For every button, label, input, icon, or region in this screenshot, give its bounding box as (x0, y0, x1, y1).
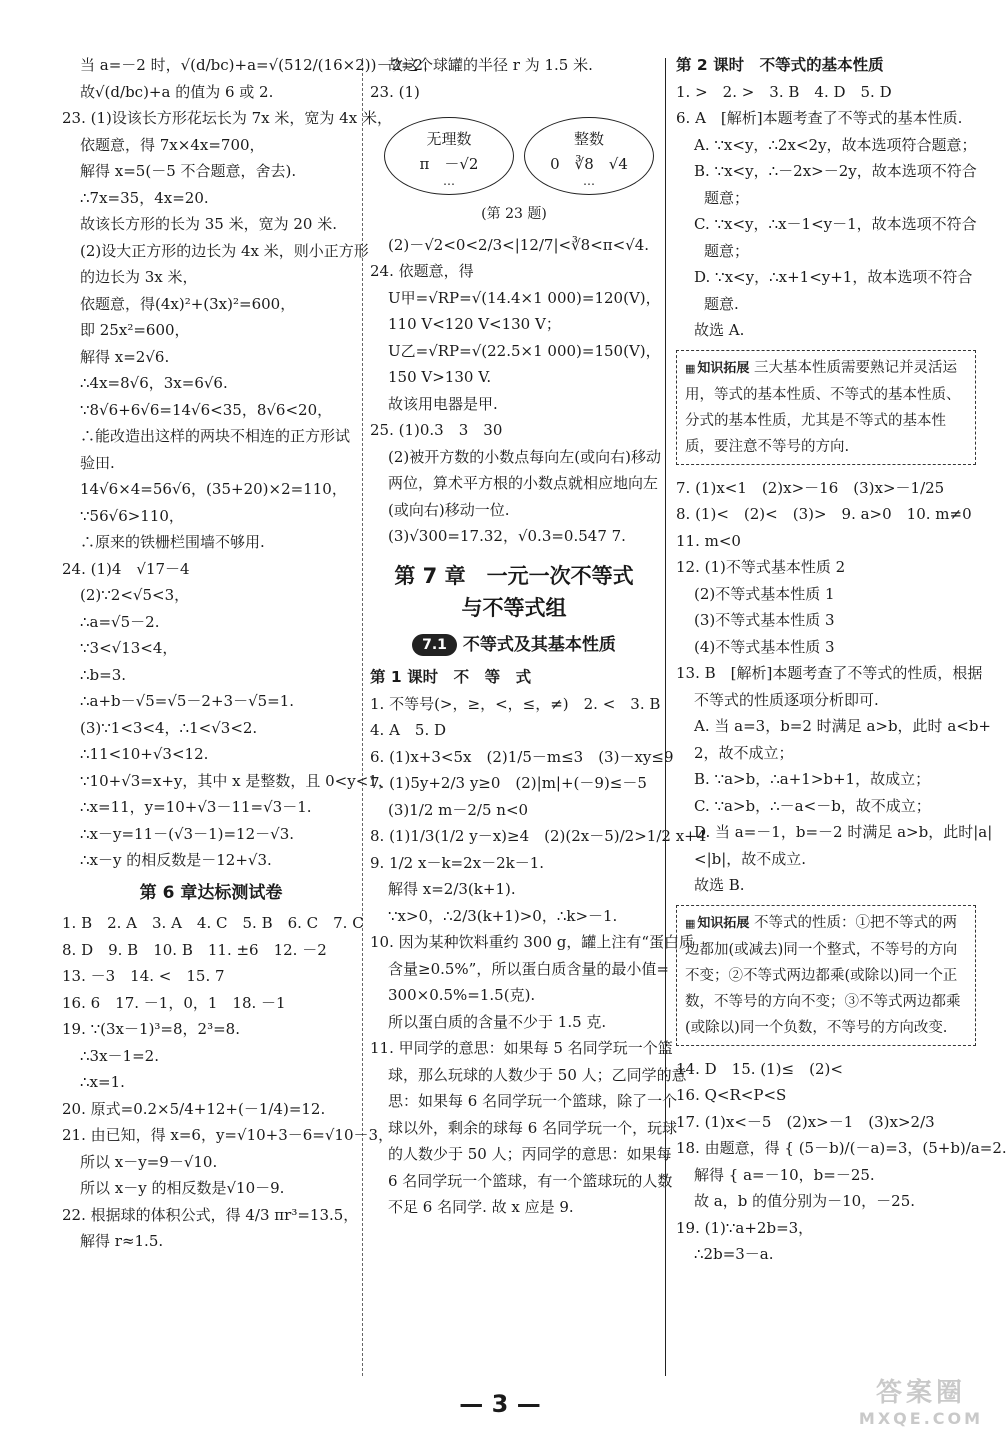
answer-line: 依题意，得(4x)²+(3x)²=600， (80, 294, 296, 313)
answer-line: (2)∵2<√5<3， (80, 586, 190, 604)
answer-line: ∴x=11，y=10+√3－11=√3－1. (80, 798, 312, 816)
q23-set-diagram (370, 109, 658, 219)
answer-line: 故选 B. (694, 876, 745, 894)
section-heading: 第 6 章达标测试卷 (139, 882, 283, 903)
answer-line: 题意； (704, 241, 750, 260)
answer-line: ∴4x=8√6，3x=6√6. (80, 374, 228, 392)
answer-line: (4)不等式基本性质 3 (694, 637, 835, 656)
answer-line: 24. (1)4 √17－4 (62, 559, 190, 578)
column-3-lines-bottom (676, 1056, 1007, 1268)
answer-line: 的人数少于 50 人；丙同学的意思：如果每 (388, 1145, 672, 1163)
answer-line: <|b|，故不成立. (694, 849, 807, 868)
answer-line: ∴11<10+√3<12. (80, 745, 209, 763)
answer-line: 解得 r≈1.5. (80, 1232, 164, 1250)
answer-line: (2)－√2<0<2/3<|12/7|<∛8<π<√4. (388, 235, 650, 254)
answer-column-3 (676, 52, 1007, 1268)
irrational-set-members: π －√2 (419, 155, 479, 173)
answer-line: ∵x>0，∴2/3(k+1)>0，∴k>－1. (388, 906, 618, 925)
column-2-lines-middle (370, 232, 661, 550)
watermark-text: 答案圈 (875, 1378, 966, 1408)
answer-line: 7. (1)x<1 (2)x>－16 (3)x>－1/25 (676, 478, 945, 497)
answer-line: 题意. (704, 294, 739, 313)
answer-line: 25. (1)0.3 3 30 (370, 421, 503, 439)
answer-line: 16. Q<R<P<S (676, 1086, 787, 1104)
answer-line: B. ∵a>b，∴a+1>b+1，故成立； (694, 770, 931, 788)
answer-line: 11. 甲同学的意思：如果每 5 名同学玩一个篮 (370, 1039, 673, 1057)
answer-line: 17. (1)x<－5 (2)x>－1 (3)x>2/3 (676, 1112, 935, 1131)
answer-line: 验田. (80, 453, 115, 472)
answer-line: (3)不等式基本性质 3 (694, 611, 835, 629)
watermark-url: MXQE.COM (858, 1409, 984, 1428)
answer-line: (3)∵1<3<4，∴1<√3<2. (80, 718, 258, 737)
answer-line: ∴x－y=11－(√3－1)=12－√3. (80, 824, 295, 843)
answer-line: (2)不等式基本性质 1 (694, 584, 835, 603)
answer-line: 18. 由题意，得 { (5－b)/(－a)=3，(5+b)/a=2. (676, 1139, 1007, 1157)
answer-line: ∴能改造出这样的两块不相连的正方形试 (80, 427, 351, 445)
answer-line: 14√6×4=56√6，(35+20)×2=110， (80, 480, 347, 498)
answer-line: ∴3x－1=2. (80, 1046, 159, 1065)
answer-line: 所以 x－y 的相反数是√10－9. (80, 1179, 285, 1197)
answer-line: 故√(d/bc)+a 的值为 6 或 2. (80, 82, 274, 101)
answer-line: 2，故不成立； (694, 743, 794, 762)
section-heading (370, 632, 658, 659)
column-2-lines-bottom (370, 691, 707, 1221)
answer-line: 150 V>130 V. (388, 368, 492, 386)
answer-line: D. ∵x<y，∴x+1<y+1，故本选项不符合 (694, 268, 973, 286)
answer-line: 6. A [解析]本题考查了不等式的基本性质. (676, 109, 963, 127)
answer-line: 球，那么玩球的人数少于 50 人；乙同学的意 (388, 1065, 687, 1084)
answer-line: 11. m<0 (676, 531, 741, 550)
irrational-set-oval (384, 117, 514, 195)
answer-line: 19. ∵(3x－1)³=8，2³=8. (62, 1020, 240, 1038)
irrational-set-ellipsis: … (443, 174, 455, 188)
answer-line: 故选 A. (694, 321, 745, 339)
answer-line: 故该长方形的长为 35 米，宽为 20 米. (80, 215, 338, 233)
answer-line: 23. (1) (370, 82, 420, 101)
answer-line: ∴x－y 的相反数是－12+√3. (80, 851, 272, 869)
column-3-lines-middle (676, 475, 993, 899)
knowledge-extension-tag: ▦ 知识拓展 (685, 916, 749, 931)
page-number: — 3 — (459, 1390, 541, 1418)
answer-line: 8. (1)1/3(1/2 y－x)≥4 (2)(2x－5)/2>1/2 x+4 (370, 827, 707, 845)
answer-line: U甲=√RP=√(14.4×1 000)=120(V)， (388, 288, 661, 307)
answer-line: ∴原来的铁栅栏围墙不够用. (80, 533, 265, 551)
answer-line: 22. 根据球的体积公式，得 4/3 πr³=13.5， (62, 1205, 359, 1224)
answer-line: 故该用电器是甲. (388, 394, 498, 413)
answer-line: 含量≥0.5%”，所以蛋白质含量的最小值= (388, 959, 669, 978)
answer-line: 故这个球罐的半径 r 为 1.5 米. (388, 56, 593, 74)
answer-line: (2)设大正方形的边长为 4x 米，则小正方形 (80, 241, 369, 260)
answer-line: 题意； (704, 188, 750, 207)
answer-line: 解得 { a=－10，b=－25. (694, 1165, 875, 1184)
answer-line: (3)1/2 m－2/5 n<0 (388, 800, 529, 819)
knowledge-extension-box-1 (676, 350, 976, 465)
answer-line: U乙=√RP=√(22.5×1 000)=150(V)， (388, 341, 661, 360)
answer-line: 1. B 2. A 3. A 4. C 5. B 6. C 7. C (62, 914, 364, 932)
answer-line: 所以蛋白质的含量不少于 1.5 克. (388, 1012, 607, 1031)
section-title: 不等式及其基本性质 (462, 634, 616, 655)
knowledge-extension-text: 不等式的性质：①把不等式的两边都加(或减去)同一个整式，不等号的方向不变；②不等式两边都乘(或除以)同一个正数，不等号的方向不变；③不等式两边都乘(或除以)同一个负数，不等号的方向改变. (685, 914, 961, 1036)
answer-line: 的边长为 3x 米， (80, 268, 198, 286)
answer-line: 思：如果每 6 名同学玩一个篮球，除了一个 (388, 1092, 678, 1110)
answer-line: 7. (1)5y+2/3 y≥0 (2)|m|+(－9)≤－5 (370, 774, 647, 792)
answer-line: 110 V<120 V<130 V； (388, 315, 561, 333)
answer-line: (3)√300=17.32，√0.3=0.547 7. (388, 527, 626, 545)
answer-line: 两位，算术平方根的小数点就相应地向左 (388, 474, 659, 492)
answer-line: D. 当 a=－1，b=－2 时满足 a>b，此时|a| (694, 823, 993, 841)
answer-line: A. 当 a=3，b=2 时满足 a>b，此时 a<b+ (694, 717, 992, 735)
answer-line: ∵3<√13<4， (80, 639, 178, 657)
answer-line: 4. A 5. D (370, 721, 447, 739)
answer-line: 所以 x－y=9－√10. (80, 1152, 218, 1171)
answer-line: (2)被开方数的小数点每向左(或向右)移动 (388, 447, 661, 466)
chapter-title-line2: 与不等式组 (461, 595, 567, 620)
knowledge-extension-text: 三大基本性质需要熟记并灵活运用，等式的基本性质、不等式的基本性质、分式的基本性质，尤其是不等式的基本性质，要注意不等号的方向. (685, 359, 961, 455)
answer-line: 依题意，得 7x×4x=700， (80, 135, 265, 154)
integer-set-ellipsis: … (583, 174, 595, 188)
integer-set-members: 0 ∛8 √4 (550, 155, 628, 173)
answer-column-2 (370, 52, 707, 1221)
answer-line: ∴b=3. (80, 665, 127, 684)
answer-line: ∴x=1. (80, 1073, 125, 1091)
chapter-title-line1: 第 7 章 一元一次不等式 (394, 563, 634, 588)
knowledge-extension-tag: ▦ 知识拓展 (685, 361, 749, 376)
answer-line: 13. －3 14. < 15. 7 (62, 967, 225, 985)
answer-line: ∴2b=3－a. (694, 1245, 774, 1263)
answer-line: 球以外，剩余的球每 6 名同学玩一个，玩球 (388, 1118, 678, 1137)
integer-set-title: 整数 (573, 130, 604, 148)
answer-line: ∴a=√5－2. (80, 612, 160, 631)
answer-line: 6 名同学玩一个篮球，有一个篮球玩的人数 (388, 1171, 673, 1190)
answer-line: 23. (1)设该长方形花坛长为 7x 米，宽为 4x 米， (62, 109, 392, 127)
answer-line: 即 25x²=600， (80, 321, 190, 339)
answer-line: 解得 x=5(－5 不合题意，舍去). (80, 162, 297, 180)
answer-line: 1. 不等号(>，≥，<，≤，≠) 2. < 3. B (370, 694, 661, 713)
column-3-lines-top (676, 79, 976, 344)
column-2-lines-top (370, 52, 658, 105)
answer-line: 14. D 15. (1)≤ (2)< (676, 1059, 843, 1078)
answer-line: 1. > 2. > 3. B 4. D 5. D (676, 82, 892, 101)
watermark-logo (846, 1372, 996, 1428)
answer-line: 8. D 9. B 10. B 11. ±6 12. －2 (62, 940, 327, 959)
answer-line: ∵10+√3=x+y，其中 x 是整数，且 0<y<1， (80, 771, 393, 790)
answer-line: 不等式的性质逐项分析即可. (694, 690, 879, 709)
irrational-set-title: 无理数 (426, 130, 472, 148)
answer-line: 19. (1)∵a+2b=3， (676, 1218, 814, 1237)
lesson-1-heading: 第 1 课时 不 等 式 (370, 668, 532, 686)
answer-line: 不足 6 名同学. 故 x 应是 9. (388, 1198, 574, 1216)
answer-line: 13. B [解析]本题考查了不等式的性质，根据 (676, 664, 983, 682)
answer-line: 解得 x=2/3(k+1). (388, 880, 516, 898)
answer-line: 当 a=－2 时，√(d/bc)+a=√(512/(16×2))－2=2. (80, 56, 428, 74)
answer-line: C. ∵x<y，∴x－1<y－1，故本选项不符合 (694, 215, 977, 233)
answer-line: B. ∵x<y，∴－2x>－2y，故本选项不符合 (694, 162, 977, 180)
knowledge-extension-box-2 (676, 905, 976, 1046)
answer-line: 10. 因为某种饮料重约 300 g，罐上注有“蛋白质 (370, 933, 695, 951)
answer-line: 故 a，b 的值分别为－10，－25. (694, 1192, 916, 1210)
answer-line: 16. 6 17. －1，0，1 18. －1 (62, 993, 286, 1012)
answer-line: 21. 由已知，得 x=6，y=√10+3－6=√10－3， (62, 1126, 394, 1144)
answer-line: (或向右)移动一位. (388, 500, 510, 519)
figure-caption: (第 23 题) (481, 206, 547, 222)
answer-line: ∵56√6>110， (80, 506, 184, 525)
section-number-badge: 7.1 (412, 634, 457, 656)
answer-line: ∴7x=35，4x=20. (80, 188, 209, 207)
answer-line: 24. 依题意，得 (370, 262, 474, 280)
answer-line: 9. 1/2 x－k=2x－2k－1. (370, 853, 545, 872)
answer-line: 6. (1)x+3<5x (2)1/5－m≤3 (3)－xy≤9 (370, 747, 674, 766)
answer-line: 20. 原式=0.2×5/4+12+(－1/4)=12. (62, 1099, 326, 1118)
answer-line: C. ∵a>b，∴－a<－b，故不成立； (694, 796, 931, 815)
integer-set-oval (524, 117, 654, 195)
answer-line: ∵8√6+6√6=14√6<35，8√6<20， (80, 400, 333, 419)
answer-line: 12. (1)不等式基本性质 2 (676, 558, 846, 576)
answer-line: 8. (1)< (2)< (3)> 9. a>0 10. m≠0 (676, 505, 972, 523)
answer-line: A. ∵x<y，∴2x<2y，故本选项符合题意； (694, 135, 977, 154)
answer-line: 300×0.5%=1.5(克). (388, 986, 536, 1004)
answer-line: ∴a+b－√5=√5－2+3－√5=1. (80, 692, 295, 710)
answer-line: 解得 x=2√6. (80, 347, 170, 366)
lesson-2-heading: 第 2 课时 不等式的基本性质 (676, 56, 884, 74)
